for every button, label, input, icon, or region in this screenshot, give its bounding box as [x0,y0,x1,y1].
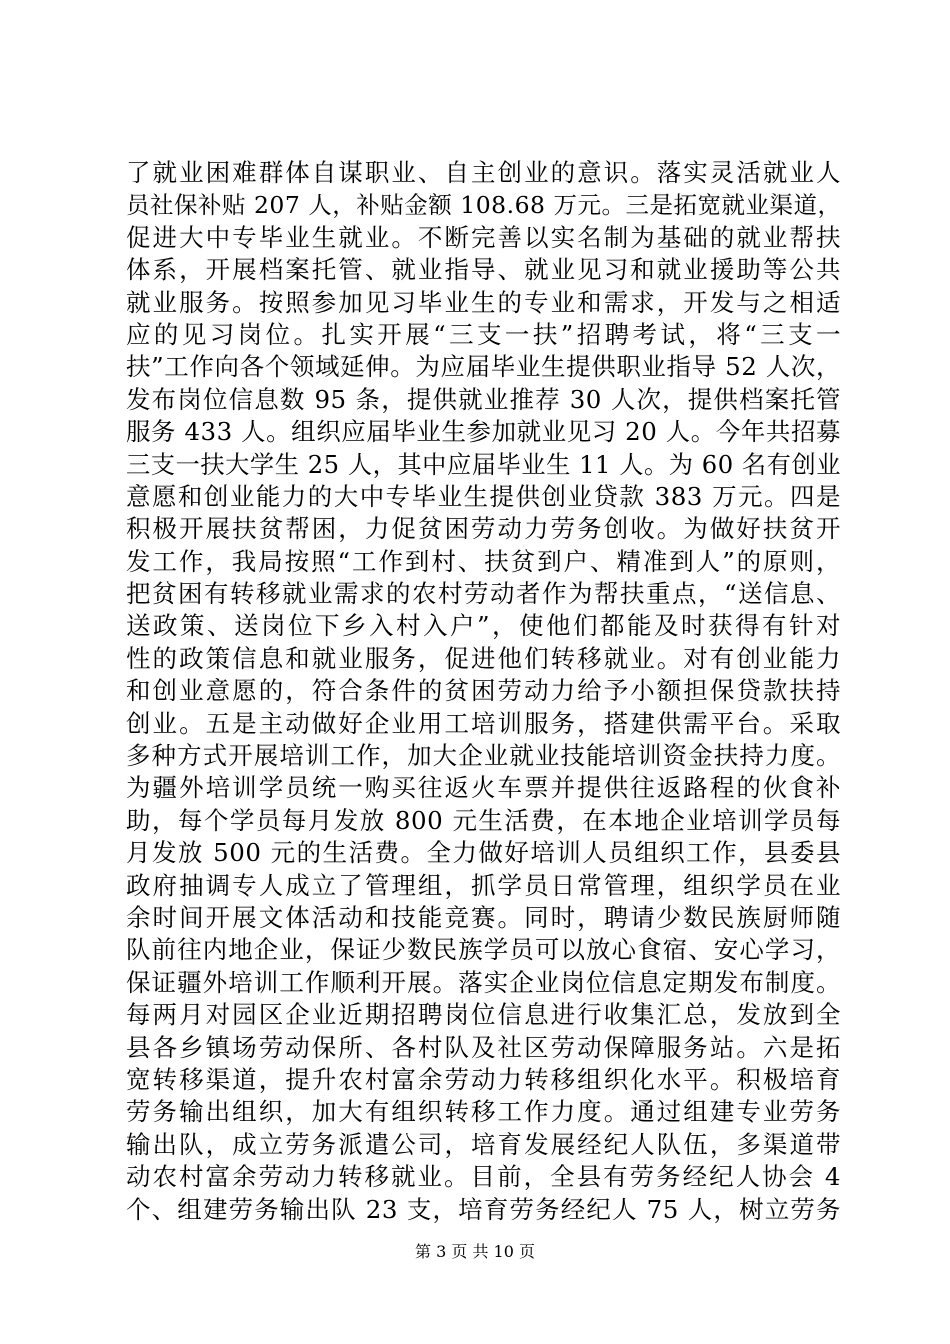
text-line: 个、组建劳务输出队 23 支，培育劳务经纪人 75 人，树立劳务 [126,1194,841,1224]
text-line: 了就业困难群体自谋职业、自主创业的意识。落实灵活就业人 [126,158,841,187]
text-line: 每两月对园区企业近期招聘岗位信息进行收集汇总，发放到全 [126,1000,841,1030]
text-line: 应的见习岗位。扎实开展“三支一扶”招聘考试，将“三支一 [126,319,841,349]
text-line: 余时间开展文体活动和技能竞赛。同时，聘请少数民族厨师随 [126,902,841,932]
body-text [126,157,841,1226]
text-line: 积极开展扶贫帮困，力促贫困劳动力劳务创收。为做好扶贫开 [126,514,841,544]
text-line: 为疆外培训学员统一购买往返火车票并提供往返路程的伙食补 [126,773,841,803]
text-line: 动农村富余劳动力转移就业。目前，全县有劳务经纪人协会 4 [126,1162,841,1192]
text-line: 服务 433 人。组织应届毕业生参加就业见习 20 人。今年共招募 [126,417,841,447]
text-line: 创业。五是主动做好企业用工培训服务，搭建供需平台。采取 [126,708,841,738]
text-line: 政府抽调专人成立了管理组，抓学员日常管理，组织学员在业 [126,870,841,900]
text-line: 性的政策信息和就业服务，促进他们转移就业。对有创业能力 [126,643,841,673]
text-line: 扶”工作向各个领域延伸。为应届毕业生提供职业指导 52 人次， [126,352,841,382]
text-line: 多种方式开展培训工作，加大企业就业技能培训资金扶持力度。 [126,741,841,771]
text-line: 助，每个学员每月发放 800 元生活费，在本地企业培训学员每 [126,805,841,835]
text-line: 发布岗位信息数 95 条，提供就业推荐 30 人次，提供档案托管 [126,384,841,414]
text-line: 宽转移渠道，提升农村富余劳动力转移组织化水平。积极培育 [126,1064,841,1094]
text-line: 保证疆外培训工作顺利开展。落实企业岗位信息定期发布制度。 [126,967,841,997]
text-line: 体系，开展档案托管、就业指导、就业见习和就业援助等公共 [126,255,841,285]
text-line: 把贫困有转移就业需求的农村劳动者作为帮扶重点，“送信息、 [126,579,841,609]
text-line: 和创业意愿的，符合条件的贫困劳动力给予小额担保贷款扶持 [126,676,841,706]
text-line: 队前往内地企业，保证少数民族学员可以放心食宿、安心学习， [126,935,841,965]
text-line: 促进大中专毕业生就业。不断完善以实名制为基础的就业帮扶 [126,222,841,252]
text-line: 劳务输出组织，加大有组织转移工作力度。通过组建专业劳务 [126,1097,841,1127]
page-number-footer: 第 3 页 共 10 页 [415,1242,535,1261]
text-line: 县各乡镇场劳动保所、各村队及社区劳动保障服务站。六是拓 [126,1032,841,1062]
text-line: 就业服务。按照参加见习毕业生的专业和需求，开发与之相适 [126,287,841,317]
text-line: 意愿和创业能力的大中专毕业生提供创业贷款 383 万元。四是 [126,481,841,511]
text-line: 三支一扶大学生 25 人，其中应届毕业生 11 人。为 60 名有创业 [126,449,841,479]
text-line: 员社保补贴 207 人，补贴金额 108.68 万元。三是拓宽就业渠道， [126,191,842,220]
text-line: 发工作，我局按照“工作到村、扶贫到户、精准到人”的原则， [126,546,841,576]
text-line: 输出队，成立劳务派遣公司，培育发展经纪人队伍，多渠道带 [126,1129,841,1159]
text-line: 月发放 500 元的生活费。全力做好培训人员组织工作，县委县 [126,838,841,868]
text-line: 送政策、送岗位下乡入村入户”，使他们都能及时获得有针对 [126,611,841,641]
